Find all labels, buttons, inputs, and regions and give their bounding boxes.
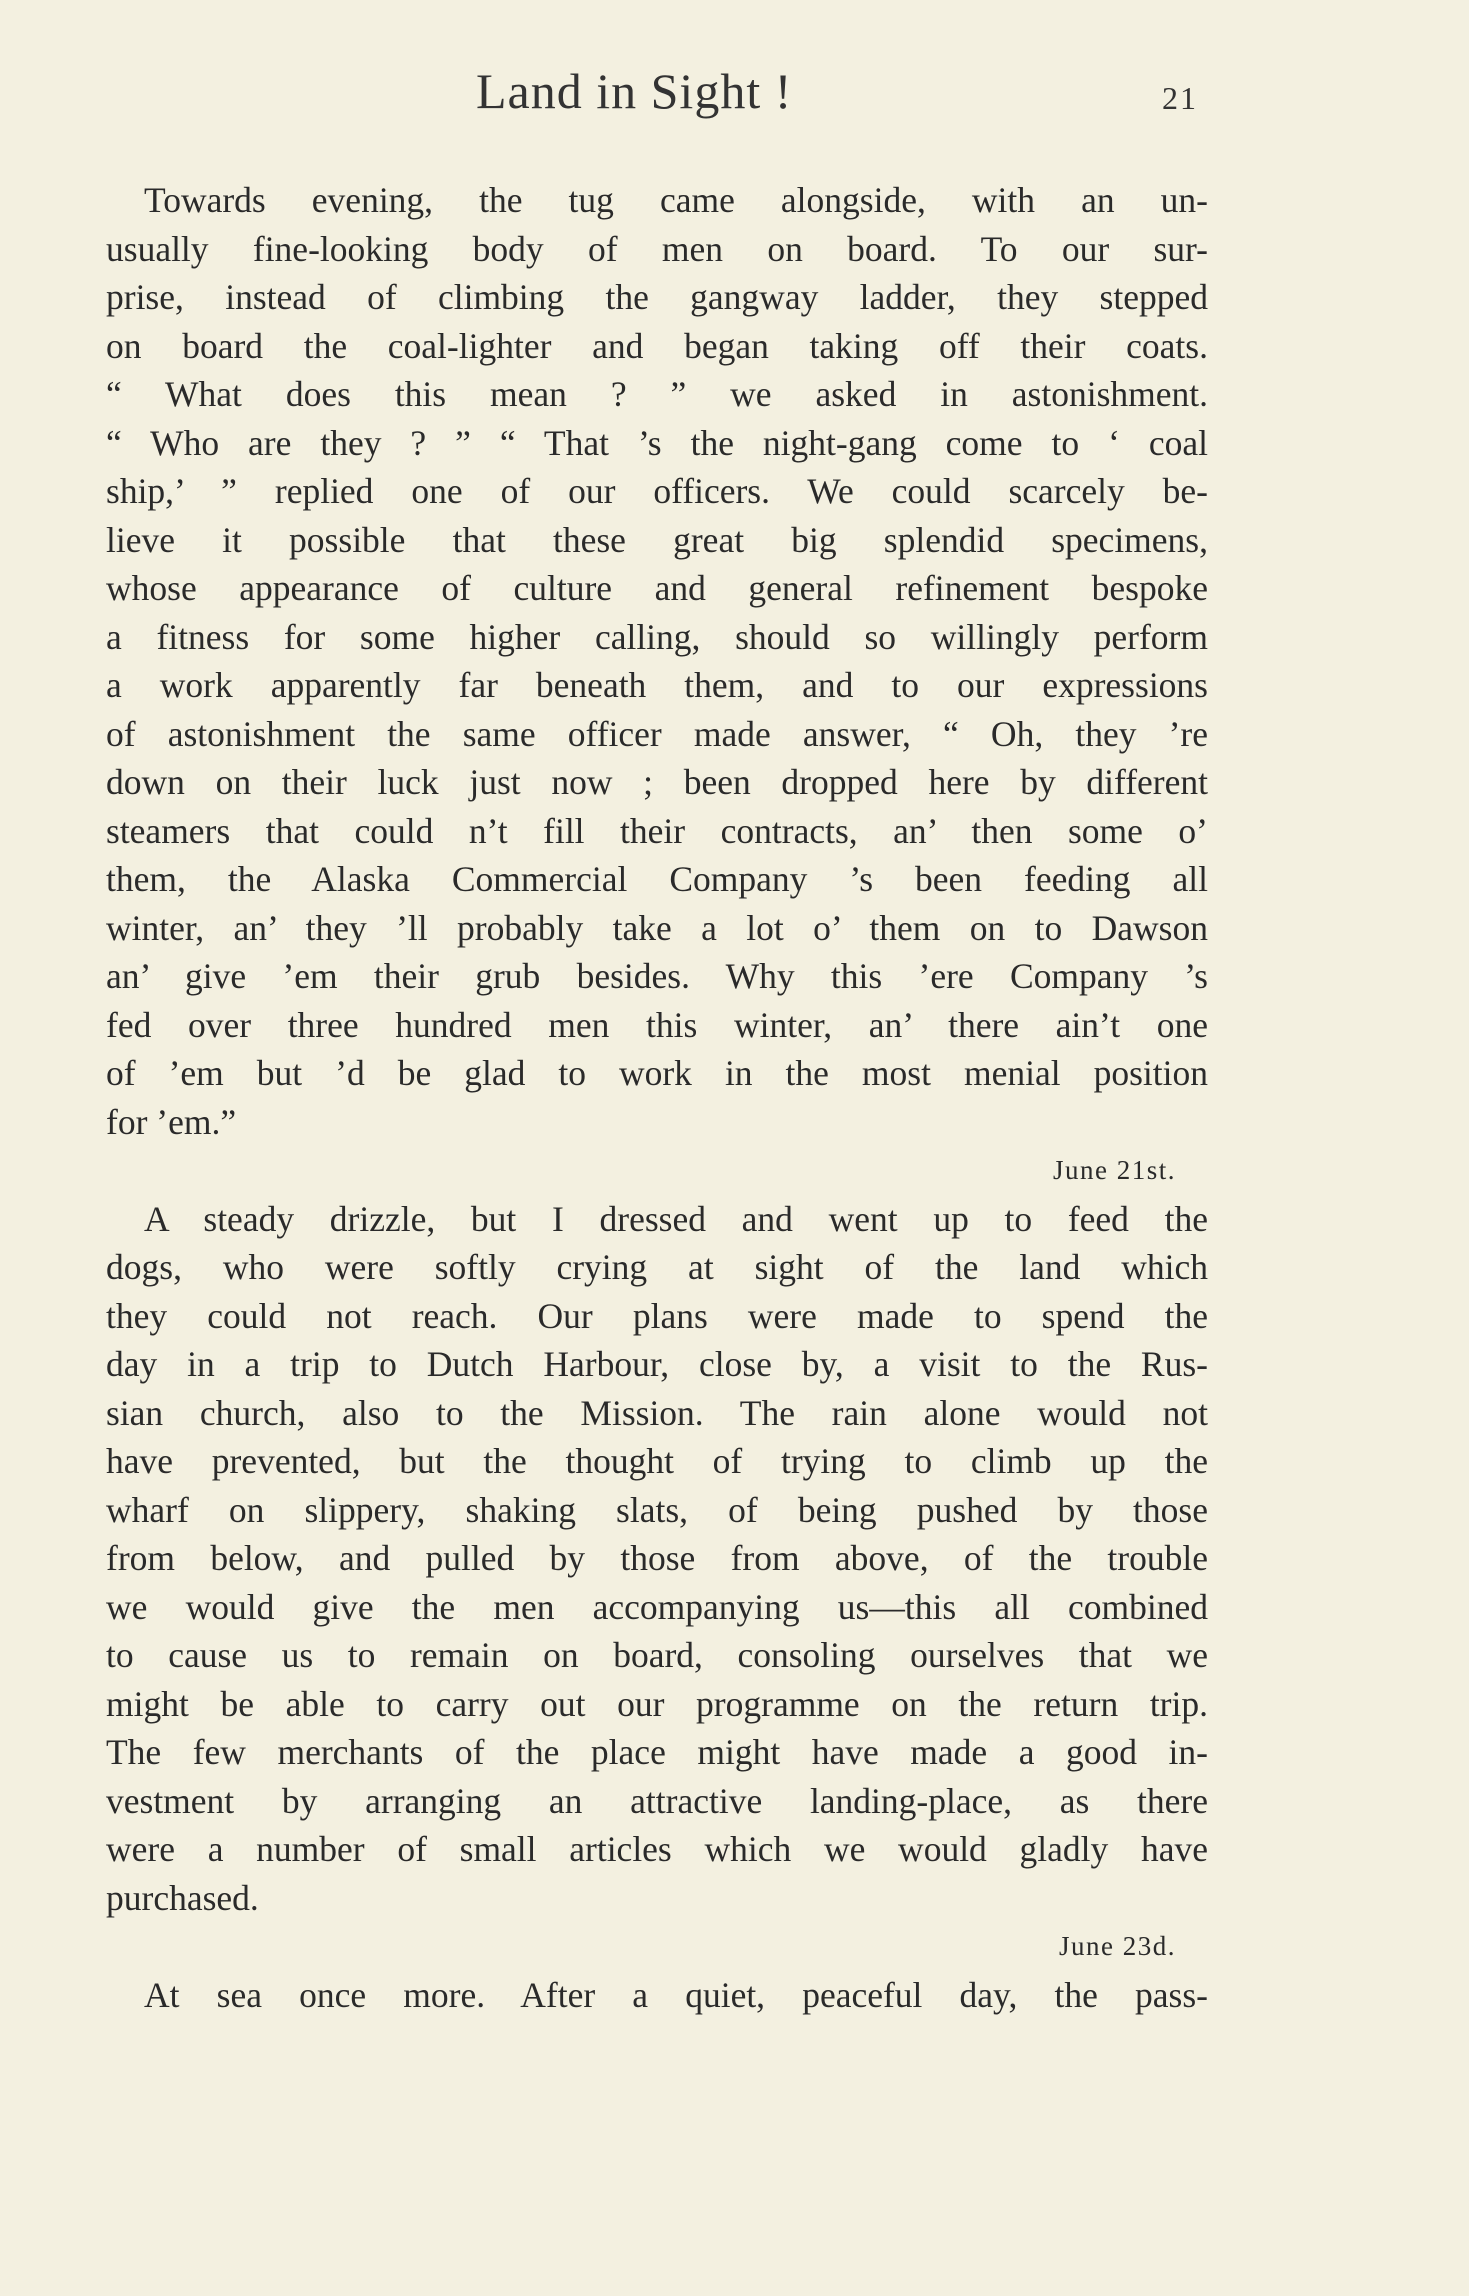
text-line: vestment by arranging an attractive landing-place, as there	[106, 1780, 1208, 1821]
text-line: At sea once more. After a quiet, peaceful day, the pass-	[144, 1974, 1208, 2015]
paragraph-3	[106, 1971, 1208, 2020]
text-line: sian church, also to the Mission. The rain alone would not	[106, 1392, 1208, 1433]
text-line: whose appearance of culture and general refinement bespoke	[106, 568, 1208, 608]
running-head	[0, 62, 1469, 132]
text-line: them, the Alaska Commercial Company ’s been feeding all	[106, 859, 1208, 899]
paragraph-1	[106, 176, 1208, 1146]
text-line: on board the coal-lighter and began taking off their coats.	[106, 325, 1208, 366]
diary-date: June 21st.	[1053, 1155, 1176, 1185]
text-line: winter, an’ they ’ll probably take a lot o’ them on to Dawson	[106, 907, 1208, 948]
text-line: The few merchants of the place might have made a good in-	[106, 1732, 1208, 1772]
text-line: down on their luck just now ; been dropped here by different	[106, 762, 1208, 802]
text-line: Towards evening, the tug came alongside, with an un-	[144, 180, 1208, 220]
text-line: wharf on slippery, shaking slats, of being pushed by those	[106, 1489, 1208, 1530]
text-line: lieve it possible that these great big splendid specimens,	[106, 519, 1208, 560]
text-line: steamers that could n’t fill their contracts, an’ then some o’	[106, 810, 1208, 851]
text-line: to cause us to remain on board, consoling ourselves that we	[106, 1635, 1208, 1675]
text-line: usually fine-looking body of men on board. To our sur-	[106, 228, 1208, 269]
text-line: might be able to carry out our programme on the return trip.	[106, 1683, 1208, 1724]
text-line: a work apparently far beneath them, and to our expressions	[106, 665, 1208, 705]
text-line: fed over three hundred men this winter, an’ there ain’t one	[106, 1004, 1208, 1045]
text-line: a fitness for some higher calling, should so willingly perform	[106, 616, 1208, 657]
text-line: for ’em.”	[106, 1101, 237, 1142]
text-line: we would give the men accompanying us—this all combined	[106, 1586, 1208, 1627]
paragraph-2	[106, 1195, 1208, 1923]
text-line: “ Who are they ? ” “ That ’s the night-gang come to ‘ coal	[106, 422, 1208, 463]
text-line: day in a trip to Dutch Harbour, close by, a visit to the Rus-	[106, 1344, 1208, 1384]
body-text	[106, 176, 1208, 2019]
page-number: 21	[1162, 80, 1198, 116]
text-line: have prevented, but the thought of trying to climb up the	[106, 1441, 1208, 1481]
text-line: prise, instead of climbing the gangway ladder, they stepped	[106, 277, 1208, 317]
text-line: ship,’ ” replied one of our officers. We could scarcely be-	[106, 471, 1208, 511]
text-line: an’ give ’em their grub besides. Why this ’ere Company ’s	[106, 956, 1208, 996]
text-line: of astonishment the same officer made answer, “ Oh, they ’re	[106, 713, 1208, 754]
text-line: purchased.	[106, 1877, 259, 1918]
text-line: from below, and pulled by those from above, of the trouble	[106, 1538, 1208, 1578]
text-line: they could not reach. Our plans were made to spend the	[106, 1295, 1208, 1336]
chapter-title: Land in Sight !	[476, 63, 793, 119]
text-line: “ What does this mean ? ” we asked in astonishment.	[106, 374, 1208, 414]
text-line: A steady drizzle, but I dressed and went up to feed the	[144, 1198, 1208, 1239]
text-line: dogs, who were softly crying at sight of the land which	[106, 1247, 1208, 1287]
text-line: of ’em but ’d be glad to work in the most menial position	[106, 1053, 1208, 1093]
diary-date: June 23d.	[1059, 1931, 1176, 1961]
text-line: were a number of small articles which we would gladly have	[106, 1829, 1208, 1869]
